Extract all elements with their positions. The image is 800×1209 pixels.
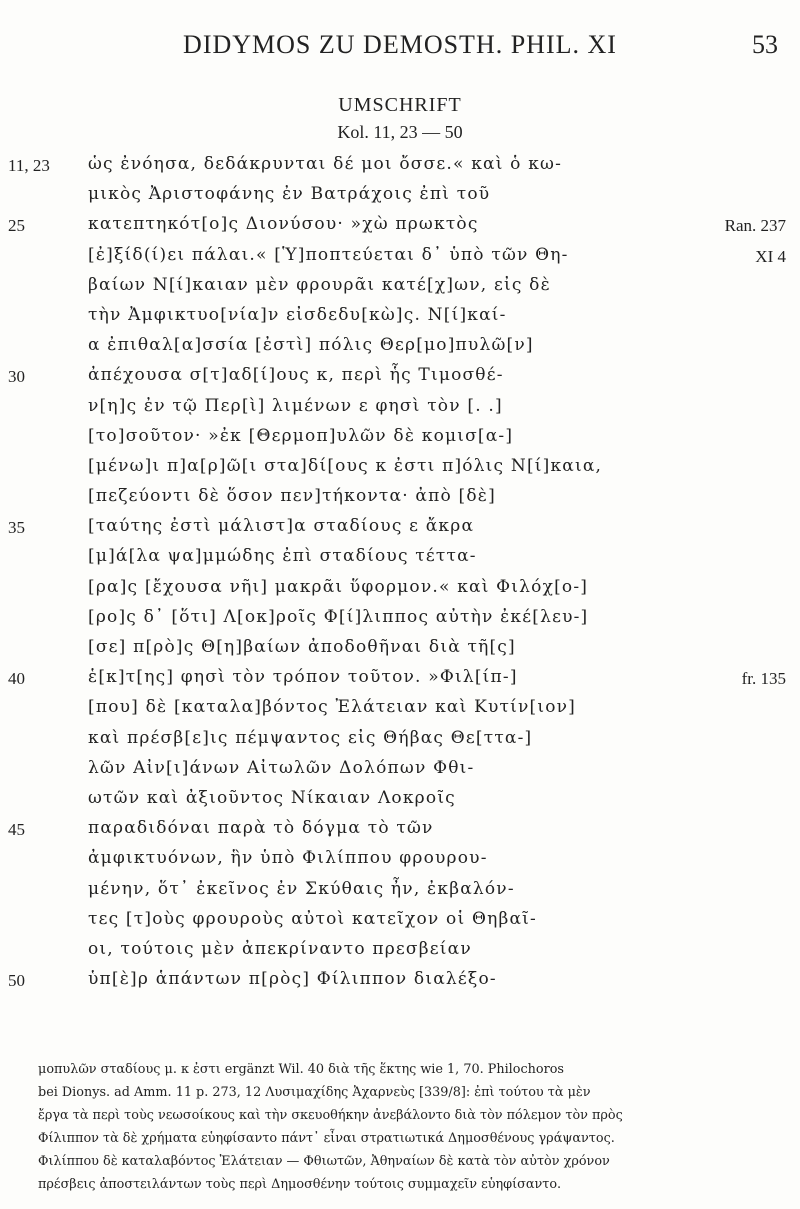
text-line: [0, 937, 800, 967]
line-text: [ταύτης ἐστὶ μάλιστ]α σταδίους ε ἄκρα: [88, 516, 475, 537]
apparatus-footnotes: [38, 1058, 778, 1196]
section-title: UMSCHRIFT: [338, 94, 462, 116]
line-text: παραδιδόναι παρὰ τὸ δόγμα τὸ τῶν: [88, 818, 434, 839]
text-line: [0, 816, 800, 846]
kolumne-label: Kol. 11, 23 — 50: [337, 122, 463, 142]
footnote-line: bei Dionys. ad Amm. 11 p. 273, 12 Λυσιμαχίδης Ἀχαρνεὺς [339/8]: ἐπὶ τούτου τὰ μὲν: [38, 1085, 591, 1100]
line-text: καὶ πρέσβ[ε]ις πέμψαντος εἰς Θήβας Θε[ττα-]: [88, 727, 533, 748]
running-head: [0, 22, 800, 62]
line-text: [ρα]ς [ἔχουσα νῆι] μακρᾶι ὕφορμον.« καὶ Φιλόχ[ο-]: [88, 576, 589, 597]
running-head-title: DIDYMOS ZU DEMOSTH. PHIL. XI: [183, 30, 617, 59]
text-line: [0, 786, 800, 816]
line-text: α ἐπιθαλ[α]σσία [ἐστὶ] πόλις Θερ[μο]πυλῶ[ν]: [88, 335, 534, 356]
line-number: 30: [8, 367, 25, 387]
text-line: [0, 907, 800, 937]
line-text: ν[η]ς ἐν τῷ Περ[ὶ] λιμένων ε φησὶ τὸν [. .]: [88, 395, 503, 416]
text-line: [0, 152, 800, 182]
text-line: [0, 363, 800, 393]
line-text: ἀμφικτυόνων, ἣν ὑπὸ Φιλίππου φρουρου-: [88, 848, 488, 869]
text-line: [0, 544, 800, 574]
line-number: 45: [8, 820, 25, 840]
text-line: [0, 695, 800, 725]
line-text: βαίων Ν[ί]καιαν μὲν φρουρᾶι κατέ[χ]ων, εἰς δὲ: [88, 274, 551, 295]
line-text: κατεπτηκότ[ο]ς Διονύσου· »χὼ πρωκτὸς: [88, 214, 479, 235]
line-text: οι, τούτοις μὲν ἀπεκρίναντο πρεσβείαν: [88, 938, 472, 959]
footnote-line: Φίλιππον τὰ δὲ χρήματα εὑηφίσαντο πάντ᾽ εἶναι στρατιωτικά Δημοσθένους γράψαντος.: [38, 1131, 615, 1146]
text-line: [0, 454, 800, 484]
text-line: [0, 877, 800, 907]
text-line: [0, 182, 800, 212]
line-text: λῶν Αἰν[ι]άνων Αἰτωλῶν Δολόπων Φθι-: [88, 757, 475, 778]
text-line: [0, 635, 800, 665]
line-reference: Ran. 237: [724, 216, 786, 236]
text-line: [0, 967, 800, 997]
text-line: [0, 726, 800, 756]
line-text: [το]σοῦτον· »ἐκ [Θερμοπ]υλῶν δὲ κομισ[α-]: [88, 425, 514, 446]
line-number: 40: [8, 669, 25, 689]
line-text: [ἐ]ξίδ(ί)ει πάλαι.« [Ὑ]ποπτεύεται δ᾽ ὑπὸ τῶν Θη-: [88, 244, 569, 265]
line-reference: XI 4: [755, 246, 786, 266]
transcription-body: [0, 152, 800, 997]
text-line: [0, 575, 800, 605]
line-reference: fr. 135: [741, 669, 786, 689]
line-text: ἑ[κ]τ[ης] φησὶ τὸν τρόπον τοῦτον. »Φιλ[ίπ-]: [88, 667, 518, 688]
line-number: 50: [8, 971, 25, 991]
text-line: [0, 273, 800, 303]
line-text: [που] δὲ [καταλα]βόντος Ἐλάτειαν καὶ Κυτίν[ιον]: [88, 697, 577, 718]
text-line: [0, 303, 800, 333]
line-text: [μ]ά[λα ψα]μμώδης ἐπὶ σταδίους τέττα-: [88, 546, 477, 567]
footnote-line: μοπυλῶν σταδίους μ. κ ἐστι ergänzt Wil. 40 διὰ τῆς ἕκτης wie 1, 70. Philochoros: [38, 1062, 564, 1077]
line-number: 11, 23: [8, 156, 50, 175]
line-text: [ρο]ς δ᾽ [ὅτι] Λ[οκ]ροῖς Φ[ί]λιππος αὐτὴν ἐκέ[λευ-]: [88, 606, 589, 627]
text-line: [0, 514, 800, 544]
text-line: [0, 756, 800, 786]
footnote-line: ἔργα τὰ περὶ τοὺς νεωσοίκους καὶ τὴν σκευοθήκην ἀνεβάλοντο διὰ τὸν πόλεμον τὸν πρὸς: [38, 1108, 623, 1123]
text-line: [0, 484, 800, 514]
footnote-line: Φιλίππου δὲ καταλαβόντος Ἐλάτειαν — Φθιωτῶν, Ἀθηναίων δὲ κατὰ τὸν αὐτὸν χρόνον: [38, 1154, 610, 1169]
footnote-line: πρέσβεις ἀποστειλάντων τοὺς περὶ Δημοσθένην τούτοις συμμαχεῖν εὑηφίσαντο.: [38, 1177, 562, 1192]
line-text: ὑπ[ὲ]ρ ἁπάντων π[ρὸς] Φίλιππον διαλέξο-: [88, 969, 497, 990]
text-line: [0, 333, 800, 363]
text-line: [0, 212, 800, 242]
line-text: ἀπέχουσα σ[τ]αδ[ί]ους κ, περὶ ἧς Τιμοσθέ-: [88, 365, 504, 386]
line-number: 35: [8, 518, 25, 538]
line-text: [πεζεύοντι δὲ ὅσον πεν]τήκοντα· ἀπὸ [δὲ]: [88, 486, 496, 507]
line-text: ὡς ἐνόησα, δεδάκρυνται δέ μοι ὄσσε.« καὶ ὁ κω-: [88, 154, 563, 174]
line-text: [σε] π[ρὸ]ς Θ[η]βαίων ἀποδοθῆναι διὰ τῆ[ς]: [88, 637, 516, 657]
line-text: τὴν Ἀμφικτυο[νία]ν εἰσδεδυ[κὼ]ς. Ν[ί]καί-: [88, 304, 507, 325]
line-text: τες [τ]οὺς φρουροὺς αὐτοὶ κατεῖχον οἱ Θηβαῖ-: [88, 908, 537, 929]
line-text: ωτῶν καὶ ἀξιοῦντος Νίκαιαν Λοκροῖς: [88, 787, 456, 808]
text-line: [0, 605, 800, 635]
text-line: [0, 394, 800, 424]
page-number: 53: [752, 30, 778, 59]
text-line: [0, 243, 800, 273]
line-text: [μένω]ι π]α[ρ]ῶ[ι στα]δί[ους κ ἐστι π]όλις Ν[ί]καια,: [88, 455, 603, 476]
line-text: μένην, ὅτ᾽ ἐκεῖνος ἐν Σκύθαις ἦν, ἐκβαλόν-: [88, 878, 515, 899]
line-text: μικὸς Ἀριστοφάνης ἐν Βατράχοις ἐπὶ τοῦ: [88, 184, 491, 205]
text-line: [0, 424, 800, 454]
text-line: [0, 846, 800, 876]
text-line: [0, 665, 800, 695]
line-number: 25: [8, 216, 25, 236]
